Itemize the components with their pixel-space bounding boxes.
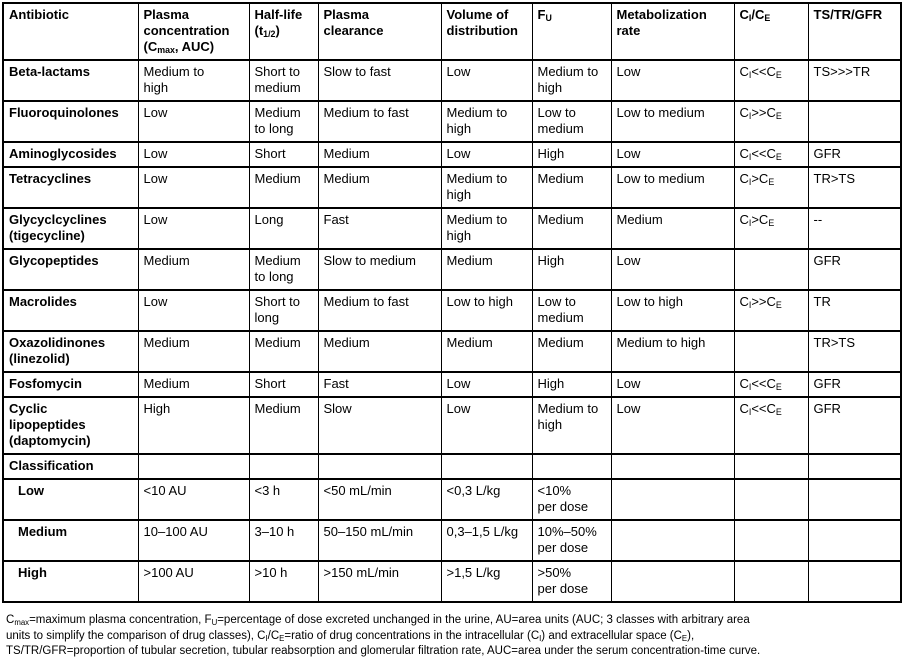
table-cell: Medium: [249, 397, 318, 454]
table-cell: Low: [611, 142, 734, 167]
table-cell: $C_I>C_E$: [734, 167, 808, 208]
table-cell: Low: [138, 142, 249, 167]
table-cell: Low: [441, 142, 532, 167]
table-cell: Medium: [318, 142, 441, 167]
table-row: [3, 372, 901, 397]
table-cell: GFR: [808, 142, 901, 167]
table-cell: [734, 454, 808, 479]
table-cell: [532, 454, 611, 479]
column-header: Volume of distribution: [441, 3, 532, 60]
table-cell: TS>>>TR: [808, 60, 901, 101]
table-cell: Medium: [249, 331, 318, 372]
table-cell: $C_I>C_E$: [734, 208, 808, 249]
table-cell: High: [532, 372, 611, 397]
table-cell: Slow to medium: [318, 249, 441, 290]
table-cell: High: [532, 142, 611, 167]
table-row: [3, 290, 901, 331]
table-row: [3, 249, 901, 290]
table-row: [3, 208, 901, 249]
table-cell: 50–150 mL/min: [318, 520, 441, 561]
table-cell: Low to medium: [611, 167, 734, 208]
table-cell: Low: [611, 397, 734, 454]
antibiotic-name-cell: Low: [3, 479, 138, 520]
table-cell: [808, 454, 901, 479]
table-cell: [808, 520, 901, 561]
table-cell: Medium: [532, 208, 611, 249]
table-cell: GFR: [808, 372, 901, 397]
table-body: [3, 60, 901, 602]
column-header: $C_I/C_E$: [734, 3, 808, 60]
table-cell: Low: [441, 60, 532, 101]
table-cell: Medium: [249, 167, 318, 208]
table-cell: [611, 520, 734, 561]
table-cell: Medium: [138, 372, 249, 397]
table-cell: [734, 479, 808, 520]
table-cell: Medium: [611, 208, 734, 249]
table-row: [3, 397, 901, 454]
table-cell: Medium: [532, 167, 611, 208]
antibiotic-name-cell: Tetracyclines: [3, 167, 138, 208]
table-cell: Medium to high: [441, 167, 532, 208]
table-row: [3, 479, 901, 520]
table-cell: Medium: [138, 249, 249, 290]
table-cell: Medium to long: [249, 249, 318, 290]
table-row: [3, 331, 901, 372]
table-cell: $C_I<<C_E$: [734, 372, 808, 397]
column-header: Plasma clearance: [318, 3, 441, 60]
table-cell: Medium: [138, 331, 249, 372]
column-header: $F_U$: [532, 3, 611, 60]
table-cell: Medium: [532, 331, 611, 372]
table-row: [3, 60, 901, 101]
table-cell: >50% per dose: [532, 561, 611, 602]
table-cell: >100 AU: [138, 561, 249, 602]
table-cell: <10% per dose: [532, 479, 611, 520]
table-cell: [611, 479, 734, 520]
table-row: [3, 142, 901, 167]
antibiotic-name-cell: Oxazolidinones (linezolid): [3, 331, 138, 372]
table-cell: Medium: [318, 167, 441, 208]
antibiotic-name-cell: Beta-lactams: [3, 60, 138, 101]
table-cell: TR: [808, 290, 901, 331]
header-row: [3, 3, 901, 60]
antibiotic-name-cell: High: [3, 561, 138, 602]
table-cell: <3 h: [249, 479, 318, 520]
table-row: [3, 101, 901, 142]
antibiotic-name-cell: Fluoroquinolones: [3, 101, 138, 142]
antibiotic-name-cell: Glycopeptides: [3, 249, 138, 290]
table-cell: [611, 454, 734, 479]
antibiotic-name-cell: Fosfomycin: [3, 372, 138, 397]
table-cell: <50 mL/min: [318, 479, 441, 520]
table-cell: $C_I>>C_E$: [734, 101, 808, 142]
table-cell: $C_I<<C_E$: [734, 142, 808, 167]
table-cell: $C_I<<C_E$: [734, 60, 808, 101]
table-cell: Low: [611, 249, 734, 290]
table-cell: Medium to high: [611, 331, 734, 372]
table-cell: Medium: [318, 331, 441, 372]
table-cell: High: [532, 249, 611, 290]
table-cell: Low: [611, 372, 734, 397]
table-cell: Low to medium: [532, 290, 611, 331]
table-cell: [808, 561, 901, 602]
table-cell: [611, 561, 734, 602]
table-cell: Low: [138, 101, 249, 142]
table-cell: [318, 454, 441, 479]
column-header: TS/TR/GFR: [808, 3, 901, 60]
table-cell: >10 h: [249, 561, 318, 602]
table-cell: Low to high: [611, 290, 734, 331]
table-cell: Slow to fast: [318, 60, 441, 101]
antibiotic-name-cell: Aminoglycosides: [3, 142, 138, 167]
table-row: [3, 167, 901, 208]
table-cell: GFR: [808, 397, 901, 454]
table-cell: --: [808, 208, 901, 249]
antibiotic-name-cell: Macrolides: [3, 290, 138, 331]
table-cell: Low to medium: [611, 101, 734, 142]
table-cell: 10%–50% per dose: [532, 520, 611, 561]
table-cell: [734, 249, 808, 290]
table-cell: [249, 454, 318, 479]
table-row: [3, 454, 901, 479]
table-cell: [734, 331, 808, 372]
table-cell: Short: [249, 372, 318, 397]
antibiotic-name-cell: Cyclic lipopeptides (daptomycin): [3, 397, 138, 454]
table-cell: Medium to high: [138, 60, 249, 101]
antibiotic-properties-table: [2, 2, 902, 603]
table-cell: Medium: [441, 249, 532, 290]
table-cell: [441, 454, 532, 479]
table-cell: [808, 479, 901, 520]
column-header: Half-life $(t_{1/2})$: [249, 3, 318, 60]
table-cell: $C_I<<C_E$: [734, 397, 808, 454]
table-cell: >150 mL/min: [318, 561, 441, 602]
table-cell: 0,3–1,5 L/kg: [441, 520, 532, 561]
table-row: [3, 520, 901, 561]
table-cell: <10 AU: [138, 479, 249, 520]
table-cell: Medium to fast: [318, 101, 441, 142]
table-cell: Low: [611, 60, 734, 101]
table-cell: TR>TS: [808, 167, 901, 208]
table-cell: Medium to fast: [318, 290, 441, 331]
table-cell: Fast: [318, 372, 441, 397]
table-cell: Low to medium: [532, 101, 611, 142]
table-cell: Low: [441, 397, 532, 454]
table-cell: Medium: [441, 331, 532, 372]
table-cell: >1,5 L/kg: [441, 561, 532, 602]
table-cell: Medium to high: [441, 101, 532, 142]
table-cell: Medium to long: [249, 101, 318, 142]
table-cell: Slow: [318, 397, 441, 454]
table-cell: Low: [138, 290, 249, 331]
table-row: [3, 561, 901, 602]
antibiotic-name-cell: Glycyclcyclines (tigecycline): [3, 208, 138, 249]
table-cell: $C_I>>C_E$: [734, 290, 808, 331]
table-cell: Low: [138, 208, 249, 249]
table-cell: [734, 561, 808, 602]
column-header: Metabolization rate: [611, 3, 734, 60]
table-cell: Short to long: [249, 290, 318, 331]
table-cell: Low to high: [441, 290, 532, 331]
table-cell: Medium to high: [532, 60, 611, 101]
table-cell: Medium to high: [441, 208, 532, 249]
footnote-line: $C_{max}=maximum$ plasma concentration, $F_U=percentage$ of dose excreted unchanged in the urine, AU=area units (AUC; 3 classes with arbitrary area: [6, 614, 750, 627]
table-cell: Long: [249, 208, 318, 249]
antibiotic-name-cell: Classification: [3, 454, 138, 479]
table-cell: Fast: [318, 208, 441, 249]
table-cell: TR>TS: [808, 331, 901, 372]
table-cell: Short: [249, 142, 318, 167]
table-cell: 3–10 h: [249, 520, 318, 561]
column-header: Plasma concentration ($C_{max}$, AUC): [138, 3, 249, 60]
table-cell: [808, 101, 901, 142]
table-cell: <0,3 L/kg: [441, 479, 532, 520]
footnote-line: units to simplify the comparison of drug classes), $C_I/C_E=ratio$ of drug concentrations in the intracellular $(C_I)$ and extracellular space $(C_E)$,: [6, 629, 695, 643]
table-cell: Low: [441, 372, 532, 397]
footnote-line: TS/TR/GFR=proportion of tubular secretion, tubular reabsorption and glomerular filtration rate, AUC=area under the serum concentration-time curve.: [6, 645, 761, 657]
table-cell: Medium to high: [532, 397, 611, 454]
antibiotic-name-cell: Medium: [3, 520, 138, 561]
column-header: Antibiotic: [3, 3, 138, 60]
table-cell: Low: [138, 167, 249, 208]
table-cell: [734, 520, 808, 561]
table-footnote: [2, 613, 901, 660]
table-cell: [138, 454, 249, 479]
table-cell: High: [138, 397, 249, 454]
table-cell: GFR: [808, 249, 901, 290]
table-cell: Short to medium: [249, 60, 318, 101]
table-cell: 10–100 AU: [138, 520, 249, 561]
